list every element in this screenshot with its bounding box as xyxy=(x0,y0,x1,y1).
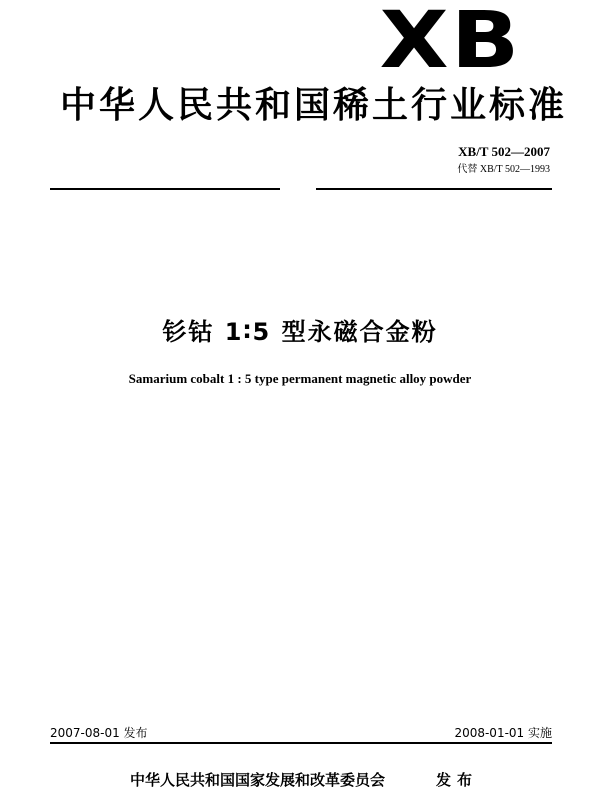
header-divider-left xyxy=(50,188,280,190)
publish-label: 发布 xyxy=(436,771,479,789)
footer-divider xyxy=(50,742,552,744)
standard-category-title: 中华人民共和国稀土行业标准 xyxy=(60,85,568,126)
header-divider-right xyxy=(316,188,552,190)
xb-logo: XB xyxy=(379,0,522,86)
document-title-chinese: 钐钴 1∶5 型永磁合金粉 xyxy=(162,318,438,346)
publisher-name: 中华人民共和国国家发展和改革委员会 xyxy=(130,771,386,789)
issue-date: 2007-08-01 发布 xyxy=(50,726,148,740)
implementation-date: 2008-01-01 实施 xyxy=(454,726,552,740)
document-title-english: Samarium cobalt 1 : 5 type permanent magnetic alloy powder xyxy=(128,371,472,386)
standard-number: XB/T 502—2007 xyxy=(458,144,550,159)
replaces-standard: 代替 XB/T 502—1993 xyxy=(457,164,550,175)
